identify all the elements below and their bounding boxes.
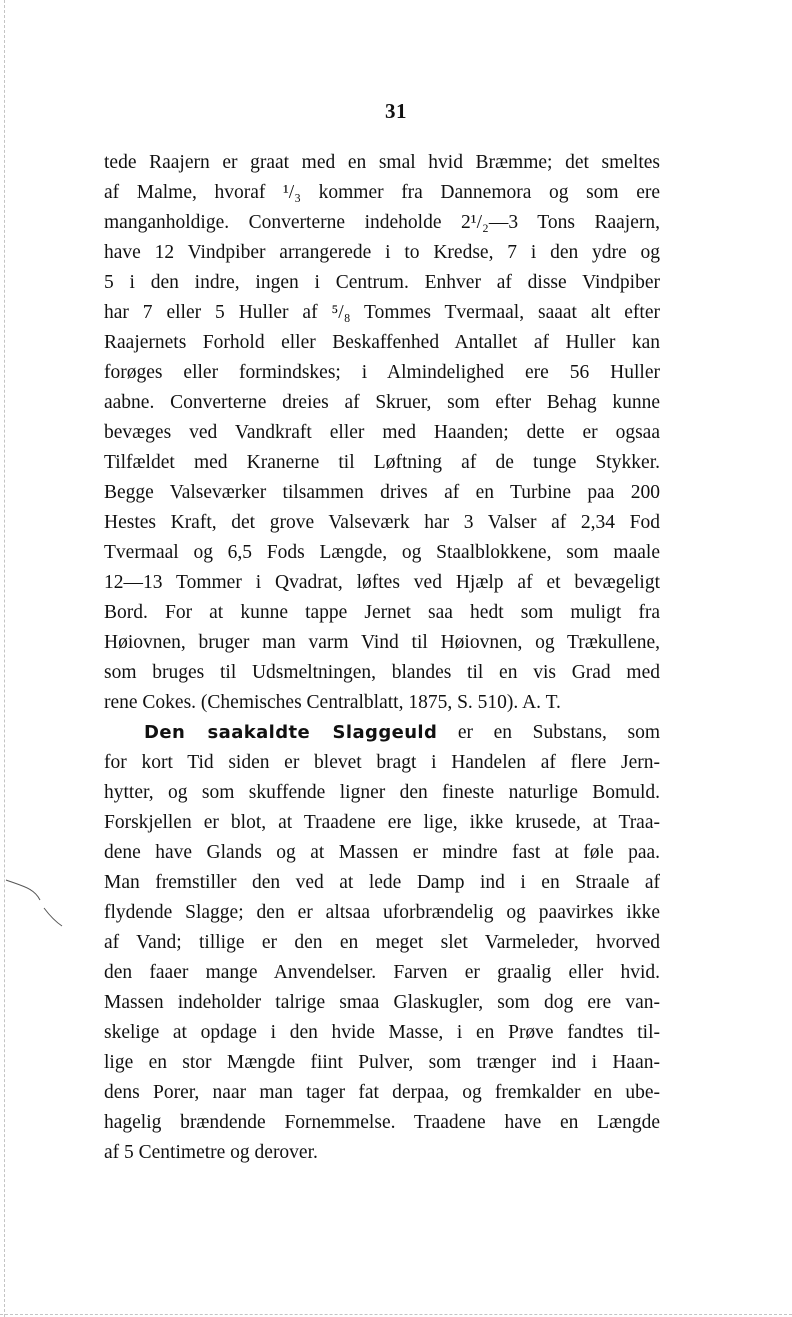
text-line: dene have Glands og at Massen er mindre fast at føle paa. [104,842,660,863]
text-line: som bruges til Udsmeltningen, blandes til en vis Grad med [104,662,660,683]
page-edge-left [4,0,5,1317]
text-line: af 5 Centimetre og derover. [104,1142,318,1163]
text-line: hagelig brændende Fornemmelse. Traadene have en Længde [104,1112,660,1133]
text-line: Høiovnen, bruger man varm Vind til Høiovnen, og Trækullene, [104,632,660,653]
text-line: har 7 eller 5 Huller af ⁵/₈ Tommes Tvermaal, saaat alt efter [104,302,660,323]
text-line: Tvermaal og 6,5 Fods Længde, og Staalblokkene, som maale [104,542,660,563]
text-line: Man fremstiller den ved at lede Damp ind i en Straale af [104,872,660,893]
text-line: rene Cokes. (Chemisches Centralblatt, 1875, S. 510). A. T. [104,692,561,713]
body-text [104,148,660,1168]
text-line: Tilfældet med Kranerne til Løftning af de tunge Stykker. [104,452,660,473]
text-line: hytter, og som skuffende ligner den fineste naturlige Bomuld. [104,782,660,803]
text-line: flydende Slagge; den er altsaa uforbrændelig og paavirkes ikke [104,902,660,923]
text-line: have 12 Vindpiber arrangerede i to Kredse, 7 i den ydre og [104,242,660,263]
text-line: den faaer mange Anvendelser. Farven er graalig eller hvid. [104,962,660,983]
text-line: Begge Valseværker tilsammen drives af en Turbine paa 200 [104,482,660,503]
text-line: manganholdige. Converterne indeholde 2¹/₂—3 Tons Raajern, [104,212,660,233]
text-line: Raajernets Forhold eller Beskaffenhed Antallet af Huller kan [104,332,660,353]
text-line: af Malme, hvoraf ¹/₃ kommer fra Dannemora og som ere [104,182,660,203]
text-line: 12—13 Tommer i Qvadrat, løftes ved Hjælp af et bevægeligt [104,572,660,593]
text-line: 5 i den indre, ingen i Centrum. Enhver af disse Vindpiber [104,272,660,293]
text-line: Hestes Kraft, det grove Valseværk har 3 Valser af 2,34 Fod [104,512,660,533]
margin-pencil-mark [4,878,64,930]
section-heading: Den saakaldte Slaggeuld [144,722,438,743]
text-line: lige en stor Mængde fiint Pulver, som trænger ind i Haan- [104,1052,660,1073]
text-line: Forskjellen er blot, at Traadene ere lige, ikke krusede, at Traa- [104,812,660,833]
paragraph-converters [104,148,660,718]
text-line: for kort Tid siden er blevet bragt i Handelen af flere Jern- [104,752,660,773]
page-number: 31 [385,99,407,123]
text-line: af Vand; tillige er den en meget slet Varmeleder, hvorved [104,932,660,953]
text-line: aabne. Converterne dreies af Skruer, som efter Behag kunne [104,392,660,413]
text-line: dens Porer, naar man tager fat derpaa, og fremkalder en ube- [104,1082,660,1103]
page-edge-bottom [0,1314,792,1315]
text-line: skelige at opdage i den hvide Masse, i en Prøve fandtes til- [104,1022,660,1043]
text-line: tede Raajern er graat med en smal hvid Bræmme; det smeltes [104,152,660,173]
text-line: bevæges ved Vandkraft eller med Haanden; dette er ogsaa [104,422,660,443]
paragraph-slaggeuld [104,718,660,1168]
text-line: Bord. For at kunne tappe Jernet saa hedt som muligt fra [104,602,660,623]
text-line: Massen indeholder talrige smaa Glaskugler, som dog ere van- [104,992,660,1013]
text-line: forøges eller formindskes; i Almindelighed ere 56 Huller [104,362,660,383]
heading-line-text: er en Substans, som [437,722,660,743]
heading-line [104,718,660,748]
